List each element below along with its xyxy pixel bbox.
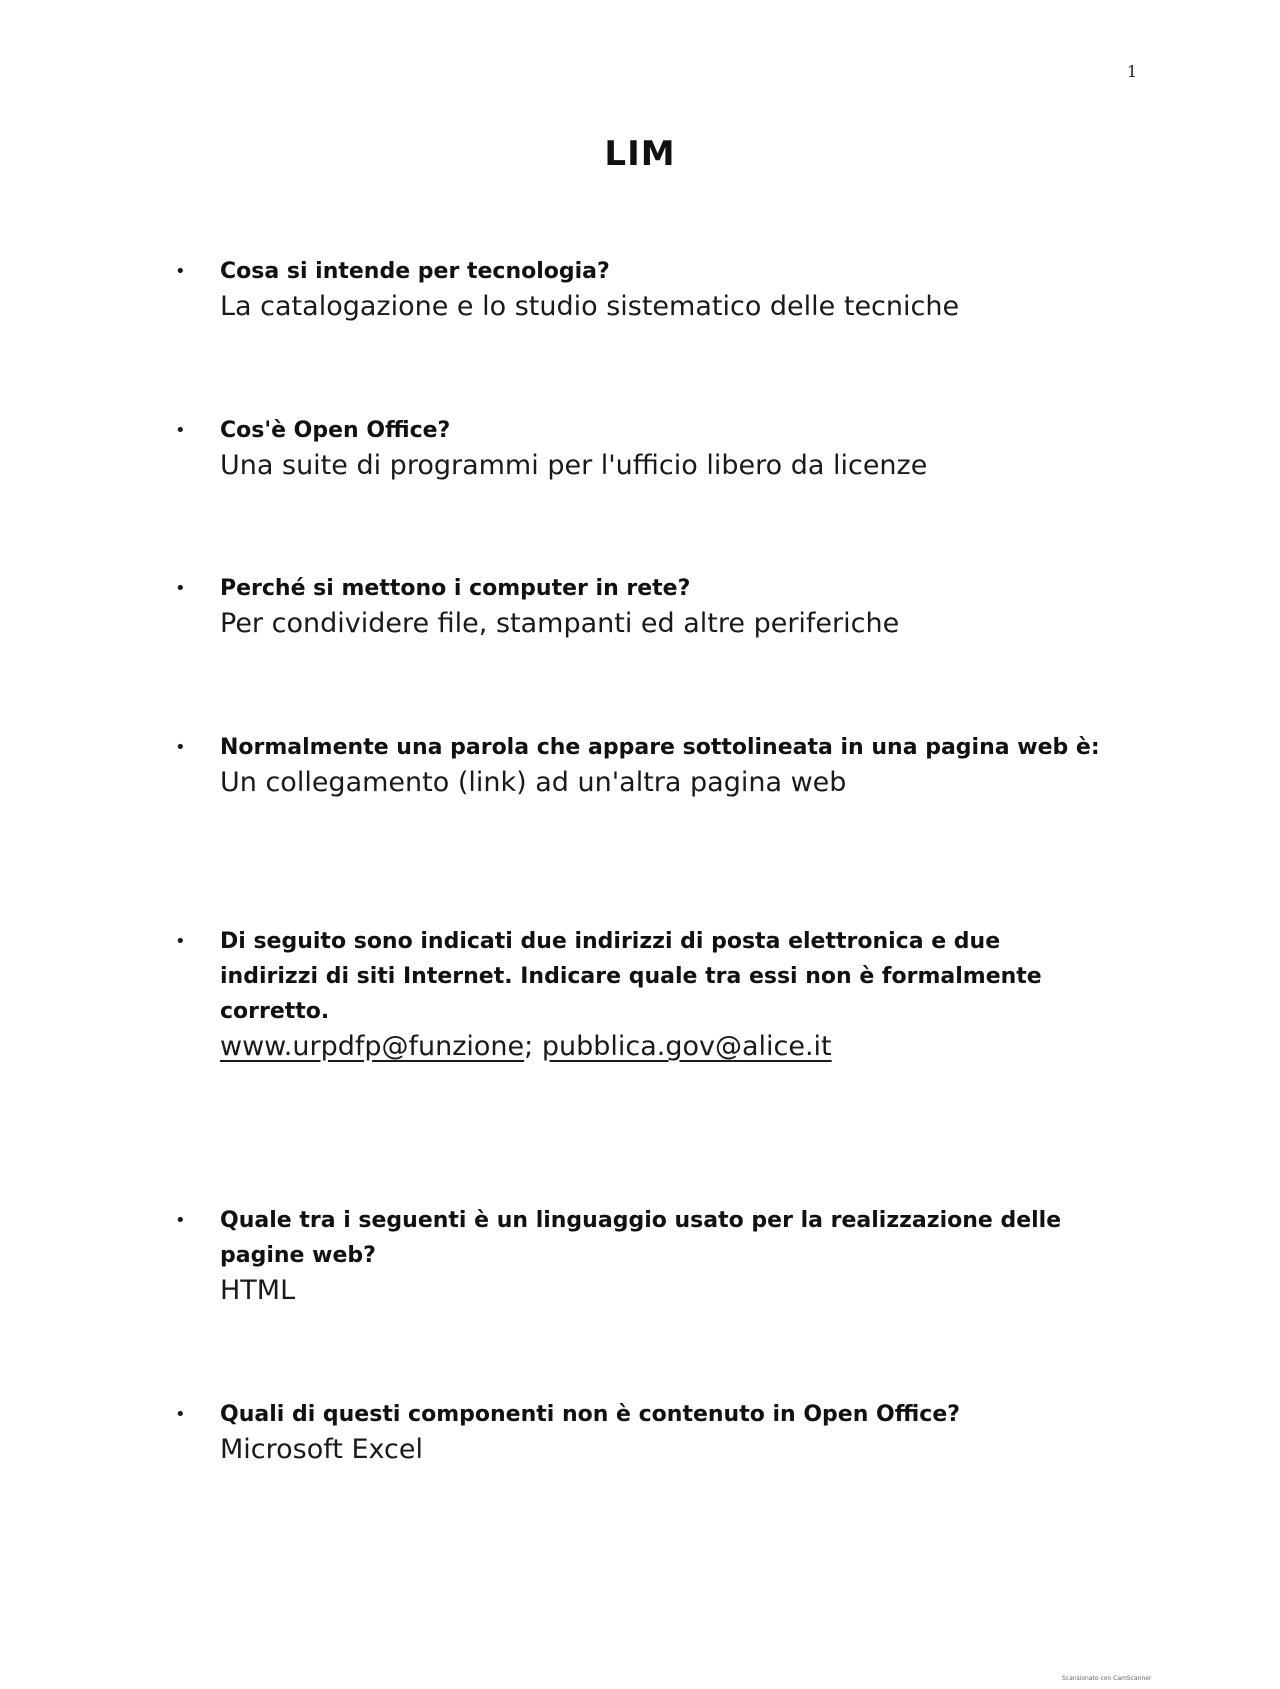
page-title: LIM bbox=[604, 134, 676, 174]
list-item bbox=[175, 730, 1145, 802]
question-text: Perché si mettono i computer in rete? bbox=[220, 576, 691, 601]
bullet-icon: • bbox=[175, 420, 186, 441]
bullet-icon: • bbox=[175, 737, 186, 758]
question-text: Cosa si intende per tecnologia? bbox=[220, 259, 610, 284]
page-number: 1 bbox=[1127, 62, 1138, 81]
scanner-watermark: Scansionato con CamScanner bbox=[1062, 1675, 1152, 1682]
question-text: Cos'è Open Office? bbox=[220, 418, 451, 443]
list-item bbox=[175, 254, 1145, 326]
bullet-icon: • bbox=[175, 1210, 186, 1231]
bullet-icon: • bbox=[175, 578, 186, 599]
list-item bbox=[175, 413, 1145, 485]
bullet-icon: • bbox=[175, 931, 186, 952]
answer-text: Un collegamento (link) ad un'altra pagina web bbox=[220, 767, 847, 798]
answer-text: Per condividere file, stampanti ed altre periferiche bbox=[220, 608, 900, 639]
answer-text: Una suite di programmi per l'ufficio libero da licenze bbox=[220, 450, 928, 481]
answer-text: Microsoft Excel bbox=[220, 1434, 423, 1465]
question-text: Quale tra i seguenti è un linguaggio usato per la realizzazione delle pagine web? bbox=[220, 1208, 1062, 1268]
list-item bbox=[175, 924, 1145, 1066]
bullet-icon: • bbox=[175, 1404, 186, 1425]
list-item bbox=[175, 1397, 1145, 1469]
answer-text bbox=[220, 1028, 1145, 1066]
answer-text: HTML bbox=[220, 1275, 296, 1306]
bullet-icon: • bbox=[175, 261, 186, 282]
answer-text: La catalogazione e lo studio sistematico delle tecniche bbox=[220, 291, 960, 322]
question-text: Di seguito sono indicati due indirizzi di posta elettronica e due indirizzi di siti Internet. Indicare quale tra essi non è formalmente corretto. bbox=[220, 929, 1042, 1024]
question-text: Normalmente una parola che appare sottolineata in una pagina web è: bbox=[220, 735, 1100, 760]
email-address-2: pubblica.gov@alice.it bbox=[541, 1031, 832, 1062]
list-item bbox=[175, 571, 1145, 643]
answer-separator: ; bbox=[524, 1031, 542, 1062]
question-text: Quali di questi componenti non è contenuto in Open Office? bbox=[220, 1402, 961, 1427]
list-item bbox=[175, 1203, 1145, 1310]
email-address-1: www.urpdfp@funzione bbox=[220, 1031, 525, 1062]
